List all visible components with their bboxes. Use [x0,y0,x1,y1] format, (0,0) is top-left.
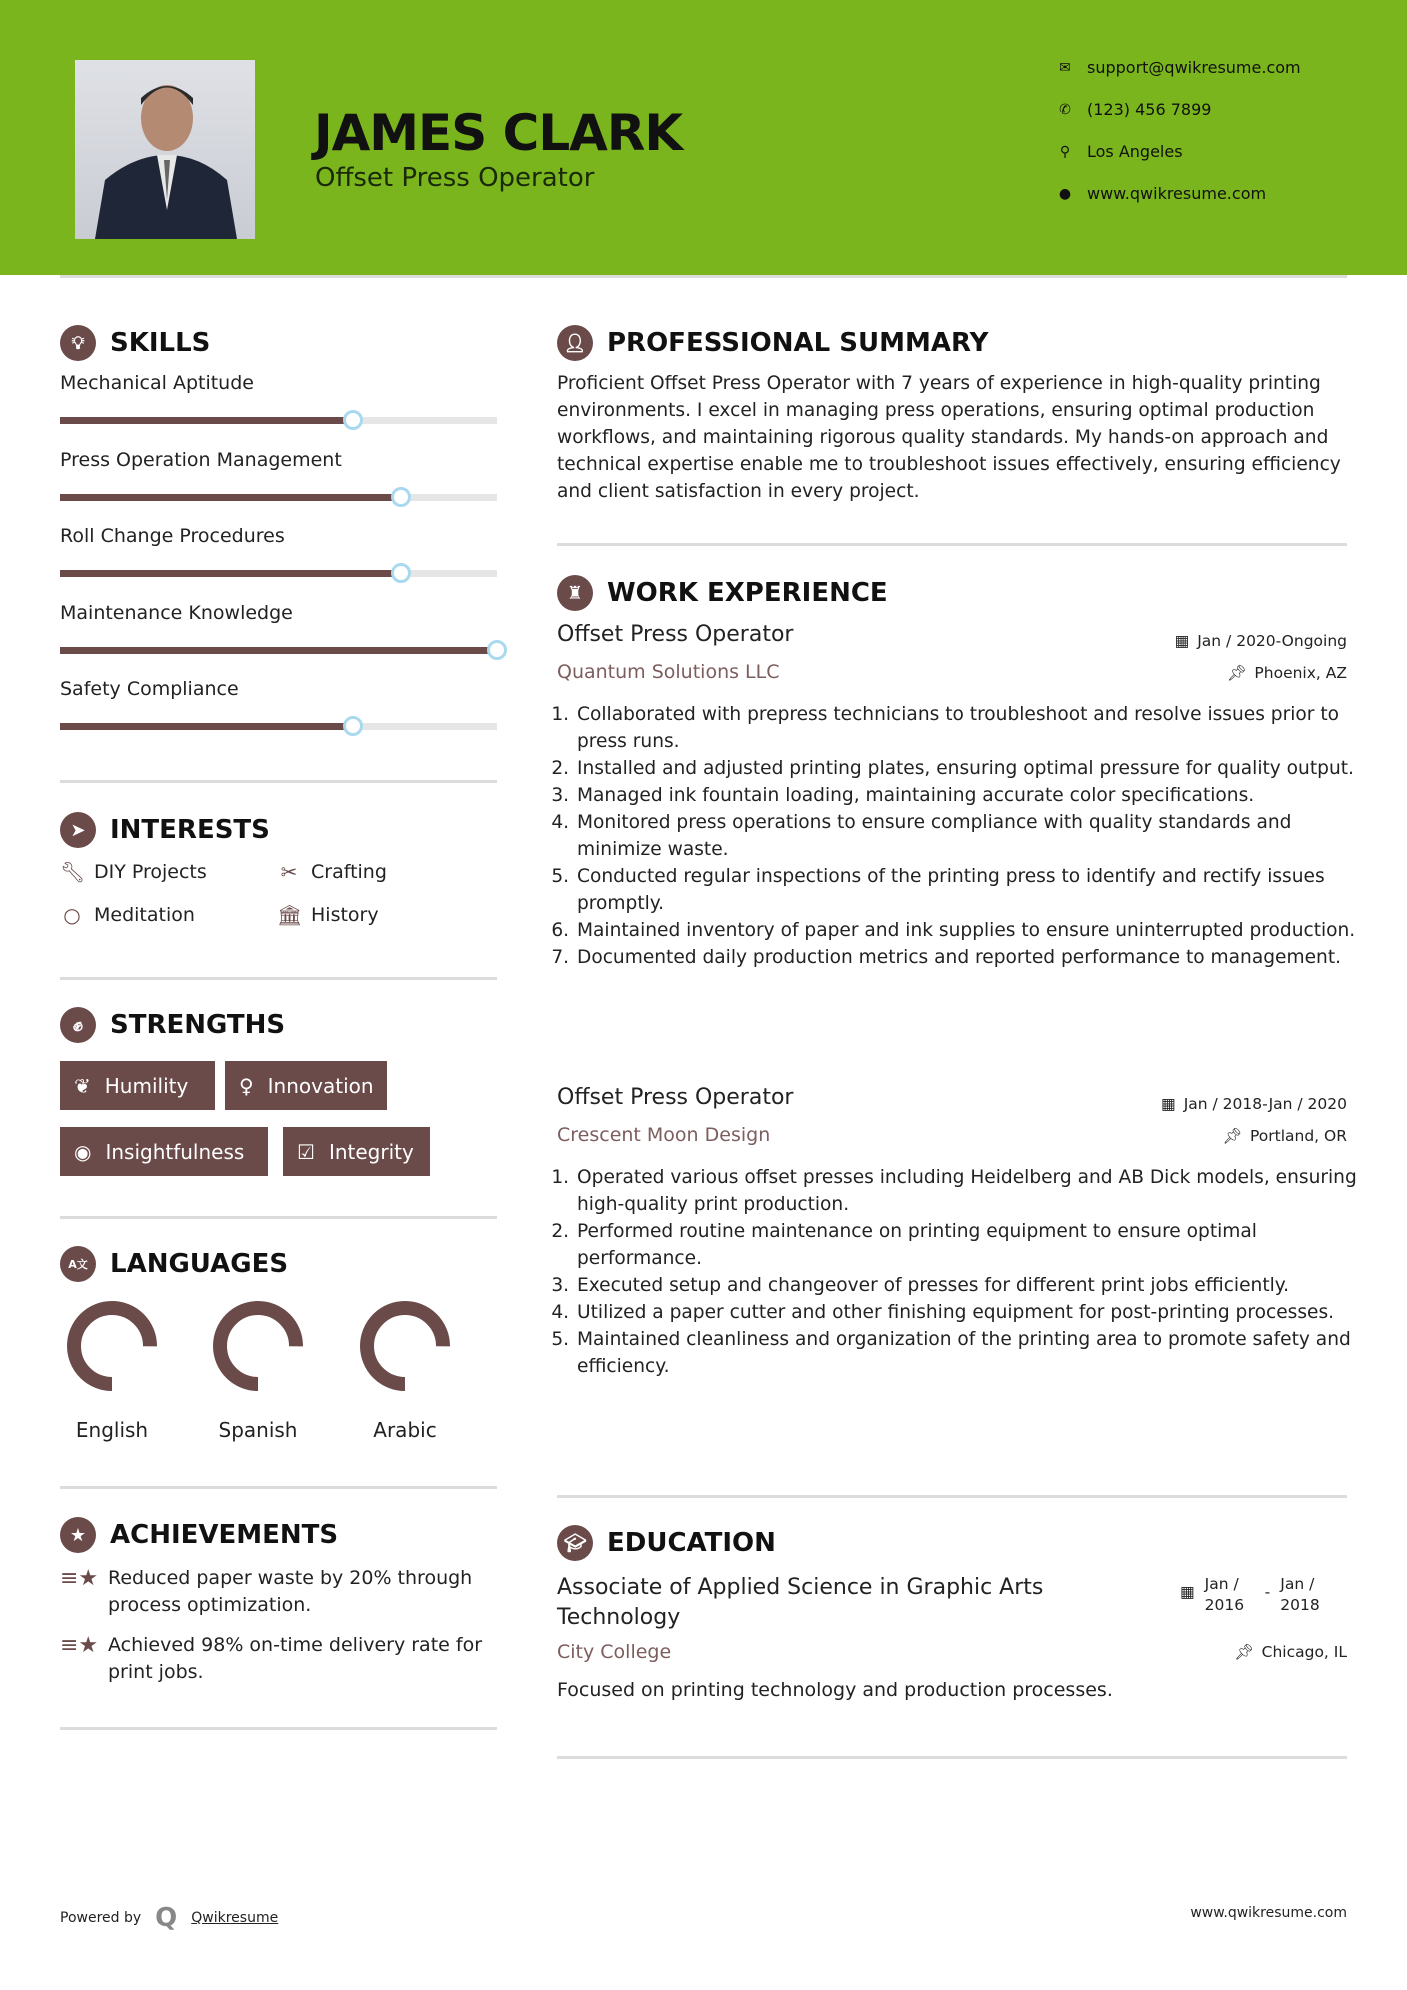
duty-item: 4. Utilized a paper cutter and other finishing equipment for post-printing processes. [575,1299,1357,1326]
interest-label: History [311,904,379,926]
star-badge-icon: ★ [60,1517,96,1553]
circle-icon: ○ [63,903,81,927]
job-dates [1161,1095,1347,1113]
divider [60,1216,497,1219]
languages-heading [60,1246,288,1282]
candidate-name: JAMES CLARK [314,104,683,162]
job-company: Quantum Solutions LLC [557,661,780,683]
duty-item: 7. Documented daily production metrics and reported performance to management. [575,944,1357,971]
language-icon: A文 [60,1246,96,1282]
interest-item [277,903,379,927]
achievement-text: Achieved 98% on-time delivery rate for print jobs. [108,1634,483,1683]
skill-slider-knob [343,716,363,736]
powered-by-text: Powered by [60,1910,142,1926]
footer-website[interactable]: www.qwikresume.com [1190,1905,1347,1921]
interest-label: Crafting [311,861,387,883]
language-label: Arabic [373,1418,437,1442]
paper-plane-icon: ➤ [60,812,96,848]
pin-icon: 📌︎ [1222,1127,1242,1145]
job-location [1222,1127,1347,1145]
profile-photo [75,60,255,239]
heading-text: ACHIEVEMENTS [110,1520,339,1550]
strengths-heading [60,1007,285,1043]
skills-heading [60,325,210,361]
skill-bar-fill [60,570,401,577]
education-dates [1180,1574,1330,1616]
skill-bar [60,494,497,501]
divider [60,1486,497,1489]
duty-item: 3. Executed setup and changeover of presses for different print jobs efficiently. [575,1272,1357,1299]
location-text: Portland, OR [1249,1127,1347,1145]
lightbulb-icon: 💡︎ [60,325,96,361]
heading-text: STRENGTHS [110,1010,286,1040]
language-item [57,1300,167,1442]
strength-tag [225,1061,387,1110]
qwikresume-logo-icon: Q [155,1903,178,1933]
skill-bar-fill [60,417,353,424]
skill-bar [60,647,497,654]
website-text: www.qwikresume.com [1087,184,1267,203]
end-date: Jan / 2018 [1280,1575,1320,1614]
interest-label: DIY Projects [94,861,207,883]
skill-slider-knob [391,563,411,583]
graduate-icon: 🎓︎ [557,1525,593,1561]
duty-item: 2. Performed routine maintenance on printing equipment to ensure optimal performance. [575,1218,1357,1272]
calendar-icon: ▦ [1174,632,1190,650]
leaf-icon: ❦ [74,1073,91,1098]
duty-item: 5. Conducted regular inspections of the printing press to identify and rectify issues promptly. [575,863,1357,917]
skill-bar-fill [60,647,497,654]
school-name: City College [557,1641,672,1663]
contact-location [1057,142,1183,161]
skill-bar [60,723,497,730]
location-text: Phoenix, AZ [1254,664,1347,682]
user-icon: 👤︎ [557,325,593,361]
candidate-title: Offset Press Operator [315,163,595,193]
calendar-icon: ▦ [1161,1095,1176,1113]
tag-label: Insightfulness [105,1139,245,1164]
calendar-icon: ▦ [1180,1583,1195,1601]
heading-text: INTERESTS [110,815,270,845]
heading-text: WORK EXPERIENCE [607,578,888,608]
phone-text: (123) 456 7899 [1087,100,1212,119]
heading-text: LANGUAGES [110,1249,289,1279]
job-company: Crescent Moon Design [557,1124,771,1146]
degree-title: Associate of Applied Science in Graphic Arts Technology [557,1575,1044,1630]
job-dates [1175,632,1347,650]
skill-label: Maintenance Knowledge [60,601,293,624]
divider [60,1727,497,1730]
language-label: Spanish [218,1418,298,1442]
interest-label: Meditation [94,904,195,926]
divider [557,1495,1347,1498]
language-label: English [75,1418,149,1442]
language-ring [203,1300,313,1392]
interest-item [60,903,195,927]
lightbulb-icon: ♀ [239,1073,254,1098]
phone-icon: ✆ [1059,101,1071,118]
achievement-text: Reduced paper waste by 20% through process optimization. [108,1567,473,1616]
job-role: Offset Press Operator [557,622,794,647]
eye-icon: ◉ [74,1139,92,1164]
language-arc [367,1308,443,1384]
skill-label: Safety Compliance [60,678,239,700]
tag-label: Humility [104,1073,189,1098]
chair-icon: ♜ [557,575,593,611]
achievement-item [60,1565,500,1619]
contact-email[interactable] [1057,58,1301,77]
interest-item [277,860,387,884]
divider [557,543,1347,546]
scissors-icon: ✂ [280,860,298,884]
language-item [203,1300,313,1442]
duty-item: 1. Operated various offset presses including Heidelberg and AB Dick models, ensuring high-quality print production. [575,1164,1357,1218]
envelope-icon: ✉ [1059,59,1071,76]
museum-icon: 🏛︎ [277,903,303,927]
location-text: Chicago, IL [1261,1643,1347,1661]
brand-link[interactable]: Qwikresume [191,1910,279,1926]
skill-slider-knob [343,410,363,430]
duty-item: 1. Collaborated with prepress technicians to troubleshoot and resolve issues prior to press runs. [575,701,1357,755]
duty-item: 4. Monitored press operations to ensure compliance with quality standards and minimize waste. [575,809,1357,863]
interest-item [60,860,207,884]
language-ring [350,1300,460,1392]
pin-icon: 📌︎ [1226,664,1247,682]
skill-bar-fill [60,494,401,501]
tag-label: Integrity [328,1139,414,1164]
contact-website[interactable] [1057,184,1266,203]
skill-slider-knob [487,640,507,660]
strength-tag [60,1061,215,1110]
interests-heading [60,812,270,848]
language-item [350,1300,460,1442]
job-location [1227,664,1347,682]
date-separator: - [1264,1583,1271,1601]
footer-powered-by [60,1903,278,1933]
heading-text: PROFESSIONAL SUMMARY [607,328,989,358]
job-role: Offset Press Operator [557,1085,794,1110]
summary-text: Proficient Offset Press Operator with 7 years of experience in high-quality printing environments. I excel in managing press operations, ensuring optimal production workflows, and maintaining rigorous quality standards. My hands-on approach and technical expertise enable me to troubleshoot issues effectively, ensuring efficiency and client satisfaction in every project. [557,373,1341,502]
language-arc [74,1308,150,1384]
achievement-item [60,1632,500,1686]
duty-item: 6. Maintained inventory of paper and ink supplies to ensure uninterrupted production. [575,917,1357,944]
dates-text: Jan / 2018-Jan / 2020 [1183,1095,1347,1113]
education-description: Focused on printing technology and production processes. [557,1679,1113,1701]
email-text: support@qwikresume.com [1087,58,1301,77]
duty-item: 5. Maintained cleanliness and organization of the printing area to promote safety and efficiency. [575,1326,1357,1380]
summary-heading [557,325,988,361]
skill-label: Press Operation Management [60,448,342,471]
education-heading [557,1525,776,1561]
location-text: Los Angeles [1087,142,1183,161]
shooting-star-icon: ≡★ [60,1566,99,1591]
divider [557,1756,1347,1759]
strength-tag [60,1127,268,1176]
duty-item: 2. Installed and adjusted printing plates, ensuring optimal pressure for quality output. [575,755,1357,782]
heading-text: EDUCATION [607,1528,776,1558]
globe-icon: ● [1058,185,1072,202]
achievements-heading [60,1517,338,1553]
skill-slider-knob [391,487,411,507]
language-ring [57,1300,167,1392]
shooting-star-icon: ≡★ [60,1633,99,1658]
tag-label: Innovation [267,1073,374,1098]
skill-label: Roll Change Procedures [60,525,285,547]
pin-icon: 📌︎ [1233,1643,1254,1661]
skill-label: Mechanical Aptitude [60,372,254,394]
language-arc [220,1308,296,1384]
start-date: Jan / 2016 [1204,1575,1245,1614]
job-duties [557,1164,1357,1380]
dates-text: Jan / 2020-Ongoing [1197,632,1347,650]
fist-icon: ✊︎ [60,1007,96,1043]
map-marker-icon: ⚲ [1059,143,1071,160]
job-duties [557,701,1357,971]
duty-item: 3. Managed ink fountain loading, maintaining accurate color specifications. [575,782,1357,809]
heading-text: SKILLS [110,328,211,358]
contact-phone[interactable] [1057,100,1211,119]
education-location [1234,1643,1347,1661]
divider [60,977,497,980]
skill-bar-fill [60,723,353,730]
experience-heading [557,575,888,611]
skill-bar [60,417,497,424]
divider [60,780,497,783]
wrench-icon: 🔧︎ [60,860,86,884]
header-divider [60,275,1347,278]
skill-bar [60,570,497,577]
strength-tag [283,1127,430,1176]
checkbox-icon: ☑ [297,1139,315,1164]
